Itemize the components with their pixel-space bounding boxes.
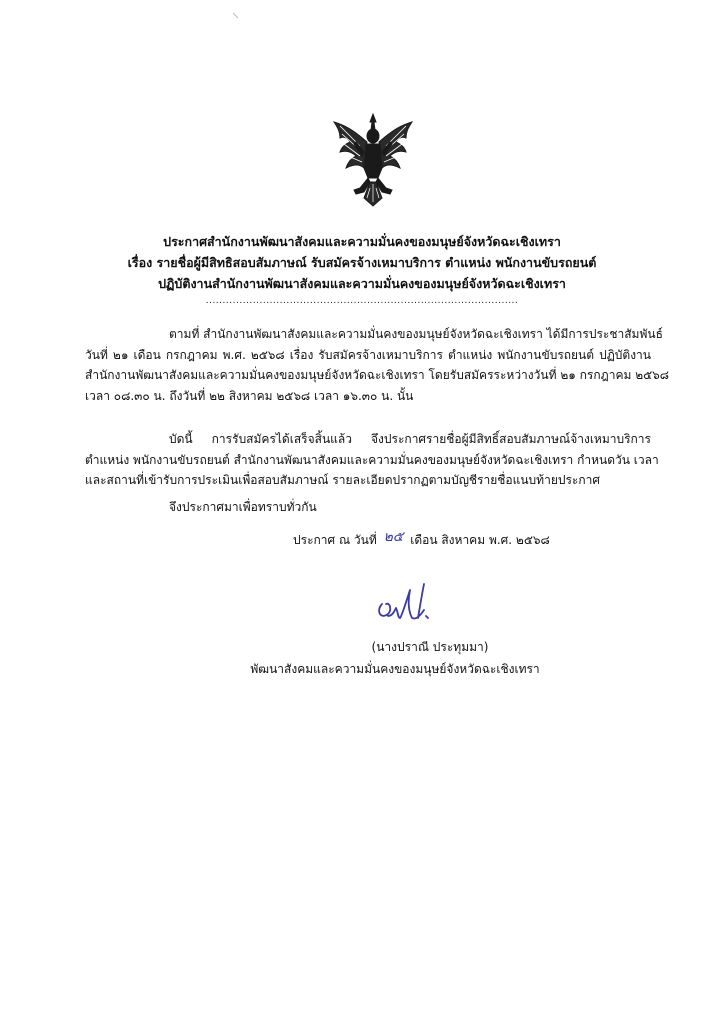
garuda-emblem-icon	[330, 112, 416, 208]
signer-title: พัฒนาสังคมและความมั่นคงของมนุษย์จังหวัดฉะเชิงเทรา	[250, 662, 540, 676]
paragraph-line: เวลา ๐๘.๓๐ น. ถึงวันที่ ๒๒ สิงหาคม ๒๕๖๘ เวลา ๑๖.๓๐ น. นั้น	[85, 388, 414, 403]
announcement-date-prefix: ประกาศ ณ วันที่	[293, 533, 377, 547]
paragraph-line: บัดนี้ การรับสมัครได้เสร็จสิ้นแล้ว จึงประกาศรายชื่อผู้มีสิทธิ์สอบสัมภาษณ์จ้างเหมาบริการ	[169, 432, 651, 446]
paragraph-announcement	[85, 429, 659, 491]
paragraph-line: วันที่ ๒๑ เดือน กรกฎาคม พ.ศ. ๒๕๖๘ เรื่อง รับสมัครจ้างเหมาบริการ ตำแหน่ง พนักงานขับรถยนต์ ปฏิบัติงาน	[85, 347, 651, 362]
announcement-date-suffix: เดือน สิงหาคม พ.ศ. ๒๕๖๘	[410, 533, 550, 547]
paragraph-line: สำนักงานพัฒนาสังคมและความมั่นคงของมนุษย์จังหวัดฉะเชิงเทรา โดยรับสมัครระหว่างวันที่ ๒๑ กรกฎาคม ๒๕๖๘	[85, 368, 670, 382]
document-title: ประกาศสำนักงานพัฒนาสังคมและความมั่นคงของมนุษย์จังหวัดฉะเชิงเทรา	[163, 234, 561, 249]
scan-mark	[232, 12, 240, 20]
signer-name: (นางปราณี ประทุมมา)	[371, 640, 489, 654]
handwritten-signature	[372, 576, 436, 626]
announcement-date	[293, 530, 550, 550]
paragraph-line: ตามที่ สำนักงานพัฒนาสังคมและความมั่นคงของมนุษย์จังหวัดฉะเชิงเทรา ได้มีการประชาสัมพันธ์	[169, 327, 663, 341]
dotted-separator: .............................................................................................	[205, 296, 519, 306]
document-subject: เรื่อง รายชื่อผู้มีสิทธิสอบสัมภาษณ์ รับสมัครจ้างเหมาบริการ ตำแหน่ง พนักงานขับรถยนต์	[127, 255, 597, 270]
paragraph-background	[85, 324, 670, 406]
document-subject-continued: ปฏิบัติงานสำนักงานพัฒนาสังคมและความมั่นคงของมนุษย์จังหวัดฉะเชิงเทรา	[158, 276, 566, 291]
handwritten-day: ๒๕	[383, 529, 404, 545]
paragraph-line: และสถานที่เข้ารับการประเมินเพื่อสอบสัมภาษณ์ รายละเอียดปรากฏตามบัญชีรายชื่อแนบท้ายประกาศ	[85, 473, 600, 487]
closing-statement: จึงประกาศมาเพื่อทราบทั่วกัน	[169, 500, 317, 514]
paragraph-line: ตำแหน่ง พนักงานขับรถยนต์ สำนักงานพัฒนาสังคมและความมั่นคงของมนุษย์จังหวัดฉะเชิงเทรา กำหนดวัน เวลา	[85, 452, 659, 467]
